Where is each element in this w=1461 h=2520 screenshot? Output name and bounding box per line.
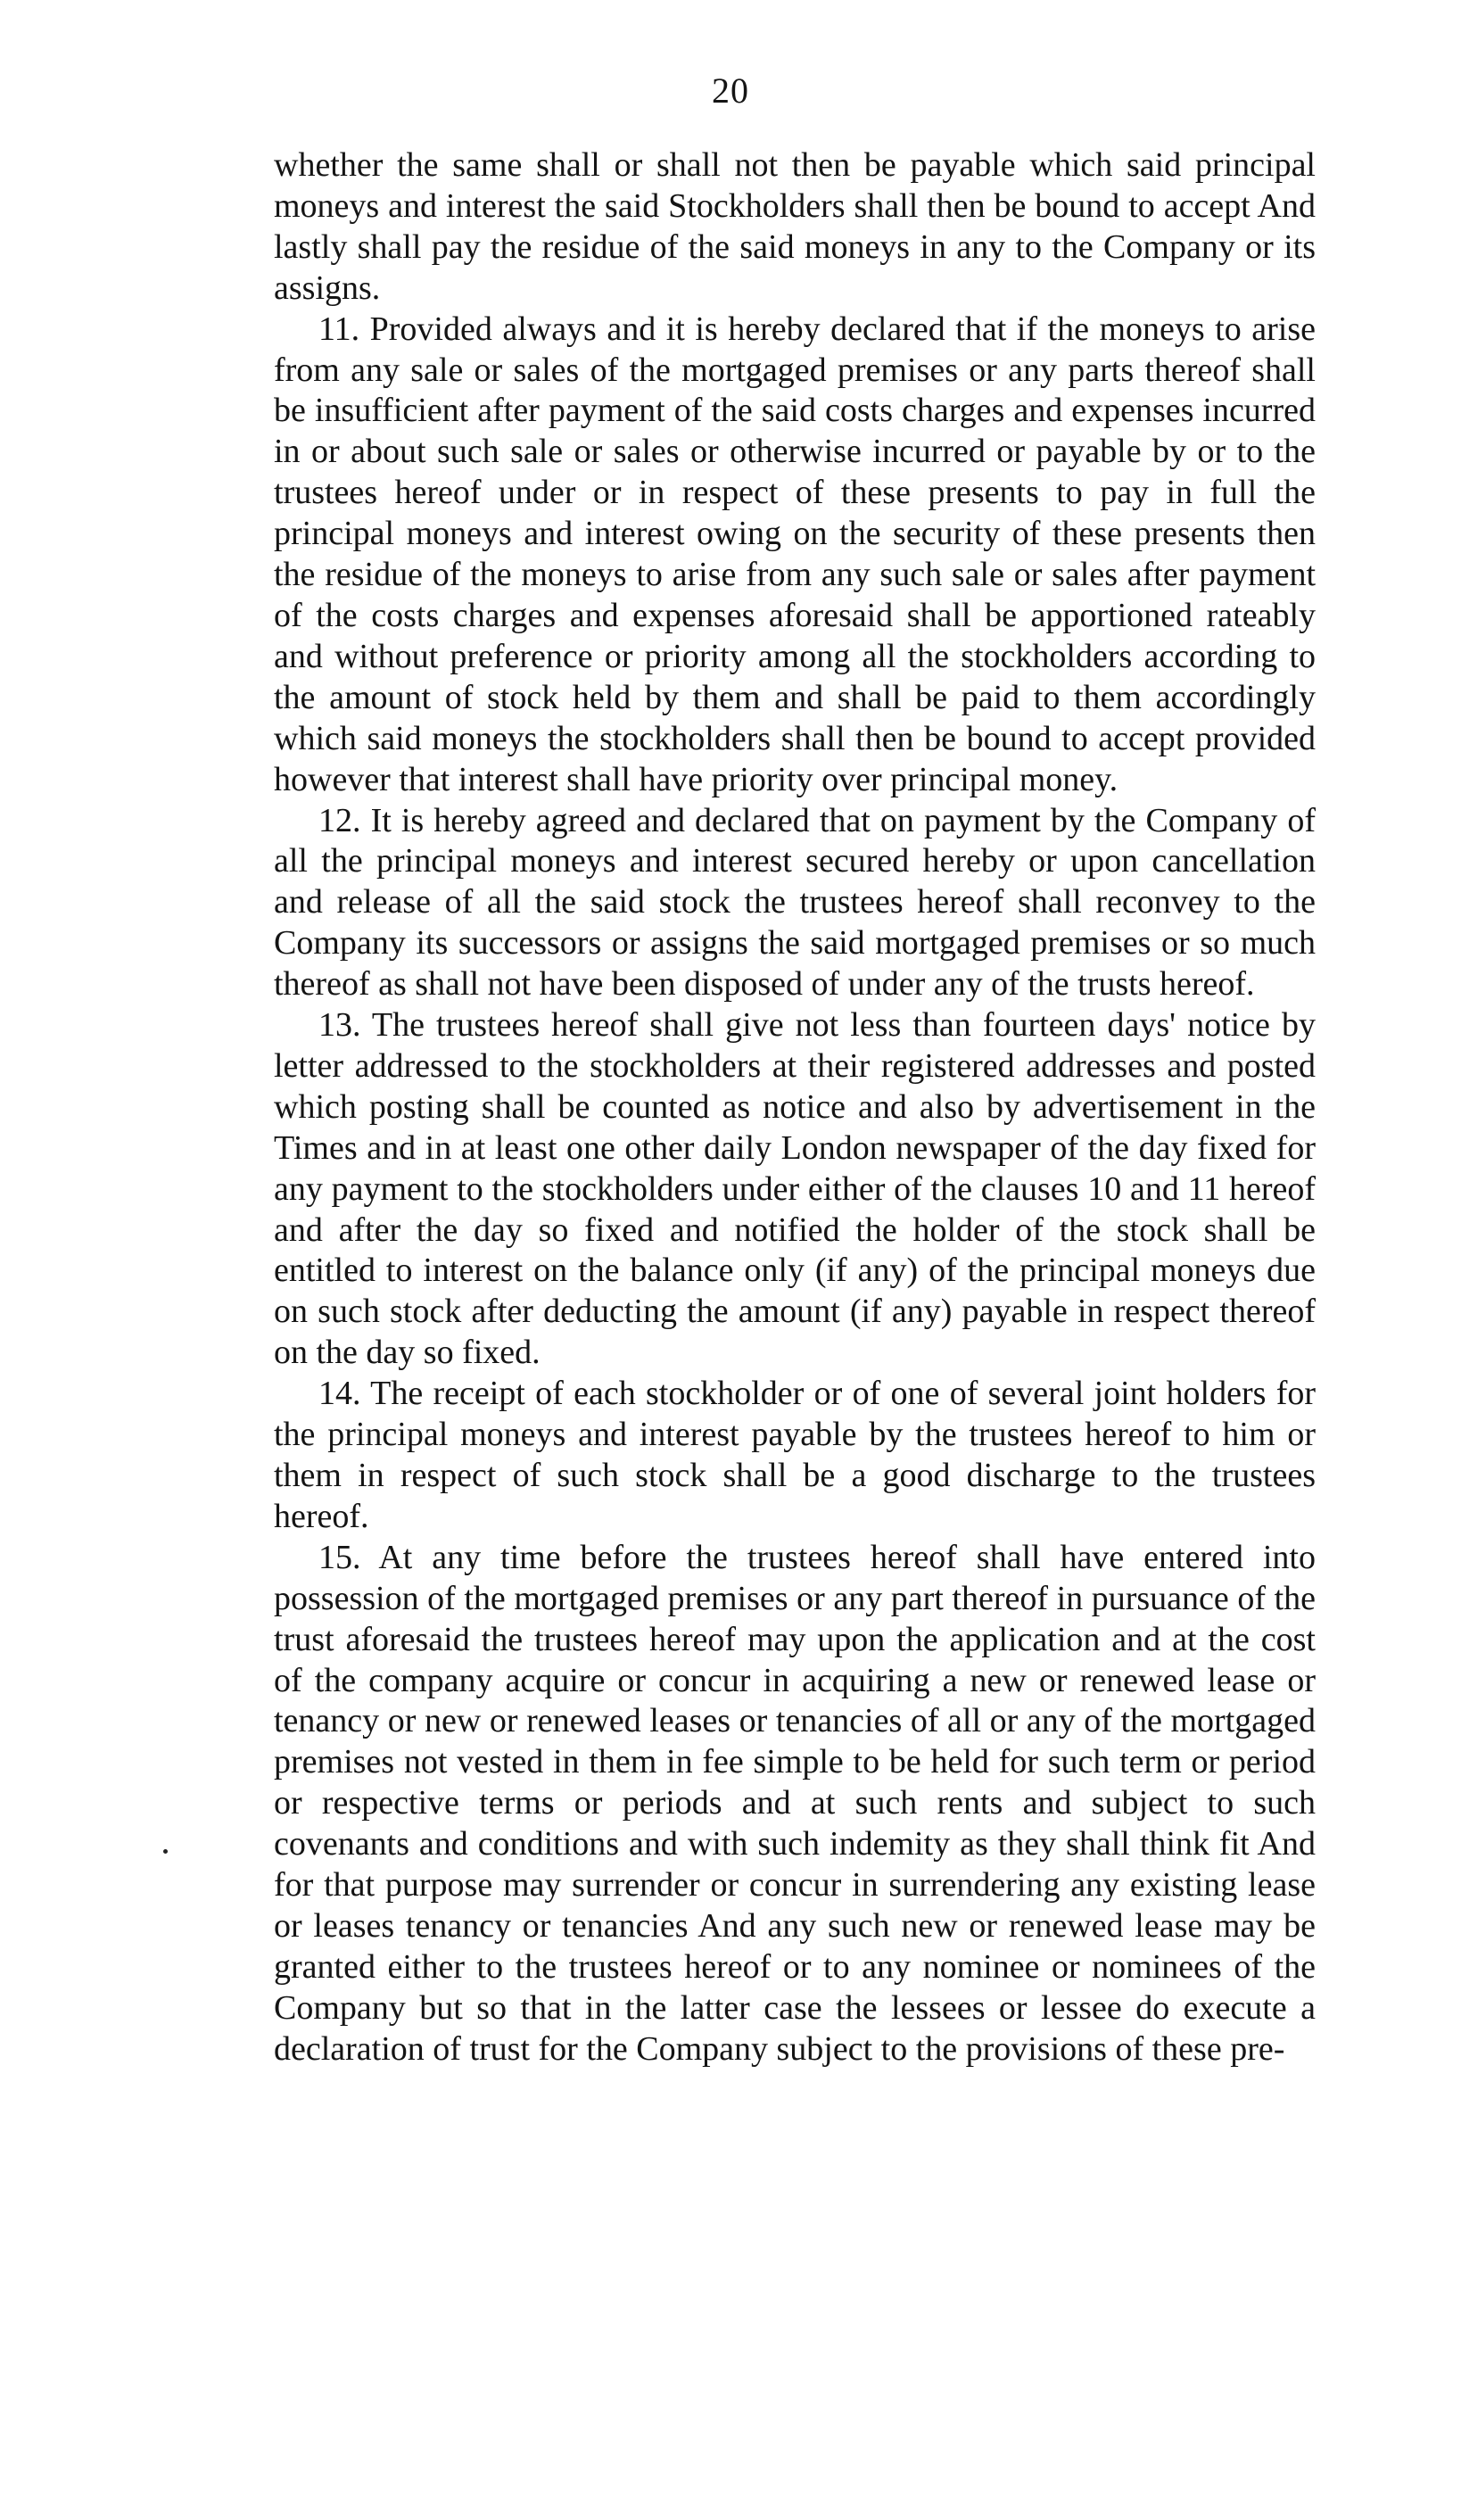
paragraph-clause-13: 13. The trustees hereof shall give not less than fourteen days' notice by letter addressed to the stockholders at their registered addresses and posted which posting shall be counted as notice and also by advertisement in the Times and in at least one other daily London newspaper of the day fixed for any payment to the stockholders under either of the clauses 10 and 11 hereof and after the day so fixed and notified the holder of the stock shall be entitled to interest on the balance only (if any) of the principal moneys due on such stock after deducting the amount (if any) payable in respect thereof on the day so fixed. [274,1006,1316,1372]
paragraph-clause-14: 14. The receipt of each stockholder or of one of several joint holders for the principal moneys and interest payable by the trustees hereof to him or them in respect of such stock shall be a good discharge to the trustees hereof. [274,1375,1316,1535]
paragraph-clause-12: 12. It is hereby agreed and declared that on payment by the Company of all the principal moneys and interest secured hereby or upon cancellation and release of all the said stock the trustees hereof shall reconvey to the Company its successors or assigns the said mortgaged premises or so much thereof as shall not have been disposed of under any of the trusts hereof. [274,801,1316,1004]
paragraph-clause-11: 11. Provided always and it is hereby declared that if the moneys to arise from any sale or sales of the mortgaged premises or any parts thereof shall be insufficient after payment of the said costs charges and expenses incurred in or about such sale or sales or otherwise incurred or payable by or to the trustees hereof under or in respect of these presents to pay in full the principal moneys and interest owing on the security of these presents then the residue of the moneys to arise from any such sale or sales after payment of the costs charges and expenses aforesaid shall be apportioned rateably and without preference or priority among all the stockholders according to the amount of stock held by them and shall be paid to them accordingly which said moneys the stockholders shall then be bound to accept provided however that interest shall have priority over principal money. [274,310,1316,798]
paragraph-clause-15: 15. At any time before the trustees hereof shall have entered into possession of the mortgaged premises or any part thereof in pursuance of the trust aforesaid the trustees hereof may upon the application and at the cost of the company acquire or concur in acquiring a new or renewed lease or tenancy or new or renewed leases or tenancies of all or any of the mortgaged premises not vested in them in fee simple to be held for such term or period or respective terms or periods and at such rents and subject to such covenants and conditions and with such indemity as they shall think fit And for that purpose may surrender or concur in surrendering any existing lease or leases tenancy or tenancies And any such new or renewed lease may be granted either to the trustees hereof or to any nominee or nominees of the Company but so that in the latter case the lessees or lessee do execute a declaration of trust for the Company subject to the provisions of these pre- [274,1538,1316,2068]
paragraph-continuation: whether the same shall or shall not then be payable which said principal moneys and interest the said Stockholders shall then be bound to accept And lastly shall pay the residue of the said moneys in any to the Company or its assigns. [274,146,1316,307]
page-number: 20 [712,70,749,111]
margin-dot-mark [163,1849,168,1854]
document-body [274,145,1316,2070]
